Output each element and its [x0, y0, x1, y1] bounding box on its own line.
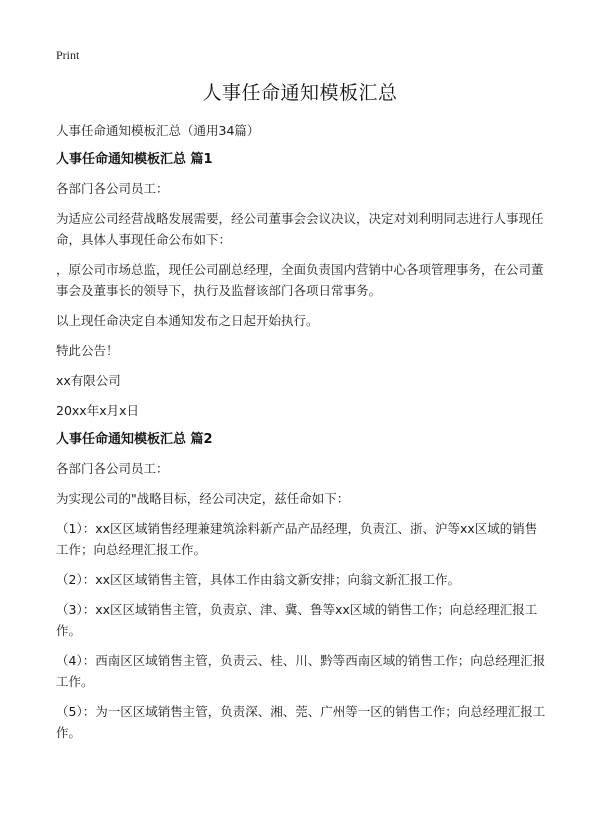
print-label: Print	[56, 48, 80, 62]
paragraph-1-2: ，原公司市场总监，现任公司副总经理，全面负责国内营销中心各项管理事务，在公司董事会及董事长的领导下，执行及监督该部门各项日常事务。	[56, 262, 544, 298]
document-date: 20xx年x月x日	[56, 403, 139, 418]
section-heading-2: 人事任命通知模板汇总 篇2	[56, 432, 213, 447]
paragraph-2-1: 为实现公司的"战略目标，经公司决定，兹任命如下：	[56, 491, 350, 506]
appointment-item-3: （3）：xx区区域销售主管，负责京、津、冀、鲁等xx区域的销售工作；向总经理汇报工作。	[56, 602, 538, 638]
appointment-item-2: （2）：xx区区域销售主管，具体工作由翁文新安排；向翁文新汇报工作。	[56, 572, 460, 587]
salutation-1: 各部门各公司员工：	[56, 181, 169, 196]
document-title: 人事任命通知模板汇总	[202, 82, 398, 104]
paragraph-1-1: 为适应公司经营战略发展需要，经公司董事会会议决议，决定对刘利明同志进行人事现任命，具体人事现任命公布如下：	[56, 211, 544, 247]
document-subtitle: 人事任命通知模板汇总（通用34篇）	[56, 123, 260, 138]
company-name: xx有限公司	[56, 373, 121, 388]
appointment-item-5: （5）：为一区区域销售主管，负责深、湘、莞、广州等一区的销售工作；向总经理汇报工作。	[56, 704, 546, 740]
appointment-item-4: （4）：西南区区域销售主管，负责云、桂、川、黔等西南区域的销售工作；向总经理汇报工作。	[56, 653, 546, 689]
section-heading-1: 人事任命通知模板汇总 篇1	[56, 152, 213, 167]
paragraph-1-4: 特此公告！	[56, 343, 119, 358]
document-body	[56, 120, 546, 743]
salutation-2: 各部门各公司员工：	[56, 461, 169, 476]
appointment-item-1: （1）：xx区区域销售经理兼建筑涂料新产品产品经理，负责江、浙、沪等xx区域的销售工作；向总经理汇报工作。	[56, 521, 538, 557]
paragraph-1-3: 以上现任命决定自本通知发布之日起开始执行。	[56, 313, 319, 328]
